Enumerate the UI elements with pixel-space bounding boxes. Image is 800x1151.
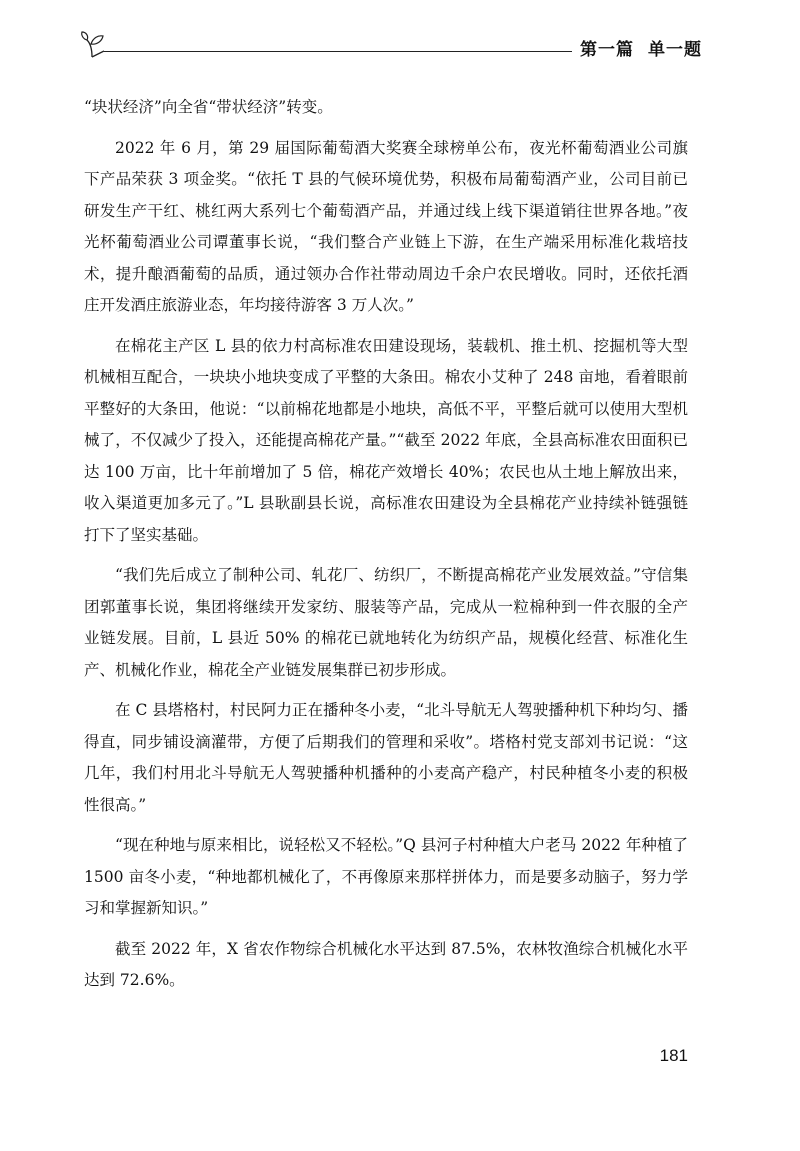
paragraph: 在 C 县塔格村，村民阿力正在播种冬小麦，“北斗导航无人驾驶播种机下种均匀、播得直，同步铺设滴灌带，方便了后期我们的管理和采收”。塔格村党支部刘书记说：“这几年，我们村用北斗导航无人驾驶播种机播种的小麦高产稳产，村民种植冬小麦的积极性很高。” [84, 701, 688, 814]
sprout-icon [80, 30, 106, 58]
body-text [84, 92, 688, 1006]
header-rule [104, 51, 572, 52]
paragraph: 截至 2022 年，X 省农作物综合机械化水平达到 87.5%，农林牧渔综合机械化水平达到 72.6%。 [84, 939, 688, 989]
section-label: 第一篇 [580, 40, 634, 60]
page-number: 181 [659, 1046, 688, 1065]
paragraph: “我们先后成立了制种公司、轧花厂、纺织厂，不断提高棉花产业发展效益。”守信集团郭董事长说，集团将继续开发家纺、服装等产品，完成从一粒棉种到一件衣服的全产业链发展。目前，L 县近 50% 的棉花已就地转化为纺织产品，规模化经营、标准化生产、机械化作业，棉花全产业链发展集群已初步形成。 [84, 566, 688, 679]
section-subtitle: 单一题 [648, 40, 702, 60]
paragraph: 在棉花主产区 L 县的依力村高标准农田建设现场，装载机、推土机、挖掘机等大型机械相互配合，一块块小地块变成了平整的大条田。棉农小艾种了 248 亩地，看着眼前平整好的大条田，他说：“以前棉花地都是小地块，高低不平，平整后就可以使用大型机械了，不仅减少了投入，还能提高棉花产量。”“截至 2022 年底，全县高标准农田面积已达 100 万亩，比十年前增加了 5 倍，棉花产效增长 40%；农民也从土地上解放出来，收入渠道更加多元了。”L 县耿副县长说，高标准农田建设为全县棉花产业持续补链强链打下了坚实基础。 [84, 336, 688, 544]
paragraph: “块状经济”向全省“带状经济”转变。 [84, 98, 333, 116]
paragraph: “现在种地与原来相比，说轻松又不轻松。”Q 县河子村种植大户老马 2022 年种植了 1500 亩冬小麦，“种地都机械化了，不再像原来那样拼体力，而是要多动脑子，努力学习和掌握新知识。” [84, 836, 688, 917]
paragraph: 2022 年 6 月，第 29 届国际葡萄酒大奖赛全球榜单公布，夜光杯葡萄酒业公司旗下产品荣获 3 项金奖。“依托 T 县的气候环境优势，积极布局葡萄酒产业，公司目前已研发生产干红、桃红两大系列七个葡萄酒产品，并通过线上线下渠道销往世界各地。”夜光杯葡萄酒业公司谭董事长说，“我们整合产业链上下游，在生产端采用标准化栽培技术，提升酿酒葡萄的品质，通过领办合作社带动周边千余户农民增收。同时，还依托酒庄开发酒庄旅游业态，年均接待游客 3 万人次。” [84, 138, 688, 314]
section-title [580, 35, 702, 60]
page-header [80, 30, 702, 64]
